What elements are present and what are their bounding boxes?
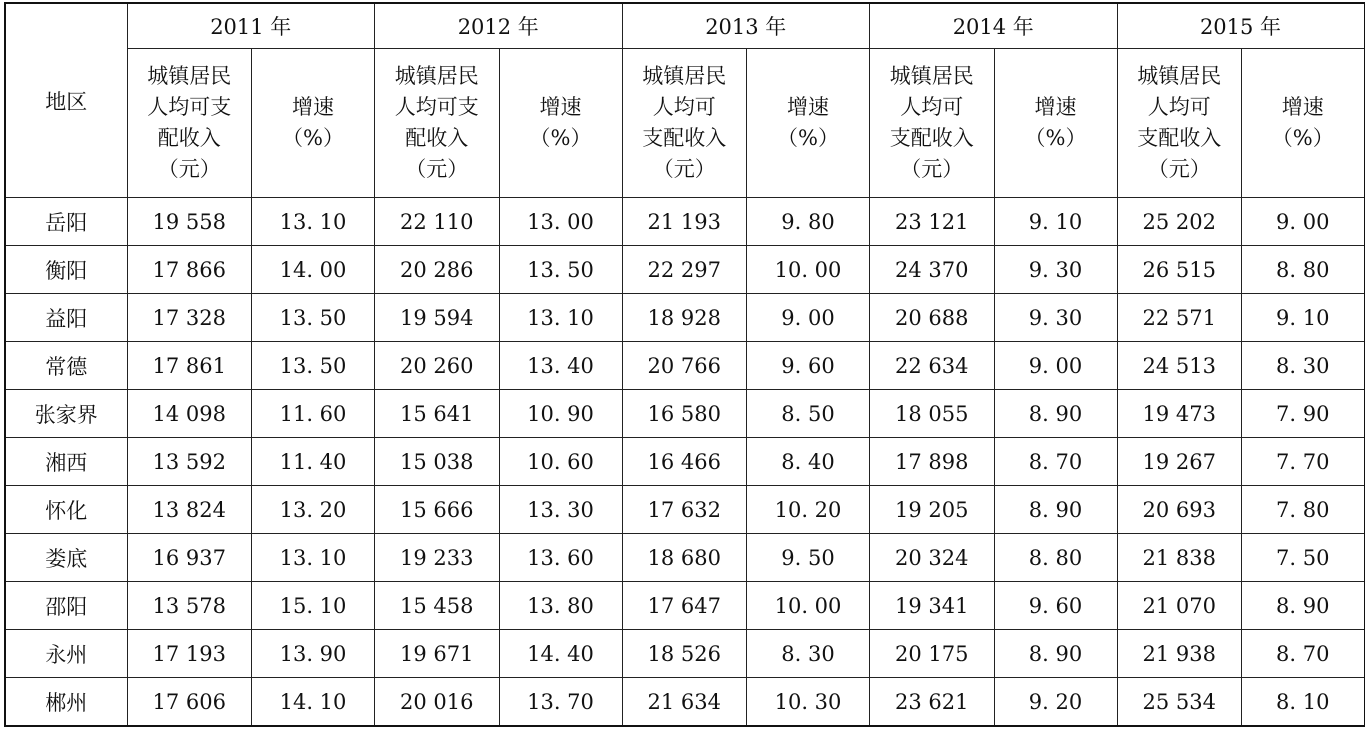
rate-cell: 13. 10 — [252, 534, 375, 582]
income-cell: 22 110 — [375, 198, 500, 246]
income-cell: 17 328 — [127, 294, 252, 342]
rate-cell: 9. 20 — [994, 678, 1117, 727]
rate-cell: 13. 90 — [252, 630, 375, 678]
income-header-line: （元） — [652, 157, 716, 181]
rate-cell: 8. 90 — [994, 630, 1117, 678]
region-cell: 益阳 — [5, 294, 127, 342]
rate-cell: 8. 90 — [994, 390, 1117, 438]
income-header-line: 配收入 — [157, 126, 221, 150]
rate-cell: 13. 10 — [499, 294, 622, 342]
rate-cell: 13. 00 — [499, 198, 622, 246]
income-cell: 20 766 — [622, 342, 747, 390]
rate-cell: 14. 40 — [499, 630, 622, 678]
income-cell: 20 016 — [375, 678, 500, 727]
table-row — [5, 246, 1365, 294]
income-header-line: （元） — [900, 157, 964, 181]
income-cell: 21 193 — [622, 198, 747, 246]
income-cell: 17 861 — [127, 342, 252, 390]
income-cell: 17 866 — [127, 246, 252, 294]
region-cell: 衡阳 — [5, 246, 127, 294]
income-header-line: 人均可 — [1147, 95, 1211, 119]
income-cell: 18 928 — [622, 294, 747, 342]
region-cell: 湘西 — [5, 438, 127, 486]
year-header: 2012 年 — [375, 3, 623, 49]
table-row — [5, 390, 1365, 438]
rate-cell: 7. 90 — [1242, 390, 1365, 438]
income-cell: 19 205 — [870, 486, 995, 534]
income-header-line: 人均可 — [900, 95, 964, 119]
income-cell: 13 592 — [127, 438, 252, 486]
income-header-line: 城镇居民 — [889, 64, 974, 88]
rate-cell: 9. 60 — [994, 582, 1117, 630]
region-cell: 怀化 — [5, 486, 127, 534]
income-cell: 20 688 — [870, 294, 995, 342]
income-cell: 15 038 — [375, 438, 500, 486]
rate-header-line: （%） — [282, 126, 344, 150]
rate-cell: 8. 90 — [994, 486, 1117, 534]
rate-cell: 14. 10 — [252, 678, 375, 727]
rate-cell: 7. 70 — [1242, 438, 1365, 486]
rate-header-line: 增速 — [292, 95, 334, 119]
table-row — [5, 294, 1365, 342]
rate-cell: 10. 00 — [747, 582, 870, 630]
rate-cell: 10. 60 — [499, 438, 622, 486]
rate-header-line: （%） — [777, 126, 839, 150]
rate-cell: 13. 60 — [499, 534, 622, 582]
rate-cell: 9. 10 — [1242, 294, 1365, 342]
year-header-row — [5, 3, 1365, 49]
income-cell: 20 693 — [1117, 486, 1242, 534]
income-header-line: 支配收入 — [889, 126, 974, 150]
region-cell: 娄底 — [5, 534, 127, 582]
table-row — [5, 678, 1365, 727]
rate-header-line: 增速 — [1034, 95, 1077, 119]
rate-header — [994, 49, 1117, 198]
rate-cell: 13. 10 — [252, 198, 375, 246]
rate-cell: 8. 80 — [994, 534, 1117, 582]
income-header-line: 支配收入 — [1137, 126, 1222, 150]
income-cell: 25 534 — [1117, 678, 1242, 727]
rate-header-line: （%） — [529, 126, 592, 150]
table-row — [5, 342, 1365, 390]
rate-cell: 13. 40 — [499, 342, 622, 390]
rate-header-line: 增速 — [787, 95, 829, 119]
year-header: 2011 年 — [127, 3, 375, 49]
income-cell: 19 558 — [127, 198, 252, 246]
income-cell: 15 458 — [375, 582, 500, 630]
rate-cell: 8. 90 — [1242, 582, 1365, 630]
rate-cell: 9. 50 — [747, 534, 870, 582]
rate-cell: 8. 50 — [747, 390, 870, 438]
rate-cell: 13. 80 — [499, 582, 622, 630]
rate-header — [252, 49, 375, 198]
rate-cell: 9. 00 — [994, 342, 1117, 390]
rate-header-line: 增速 — [1281, 95, 1324, 119]
rate-cell: 8. 70 — [1242, 630, 1365, 678]
rate-cell: 13. 50 — [252, 294, 375, 342]
rate-cell: 11. 60 — [252, 390, 375, 438]
rate-header-line: 增速 — [539, 95, 582, 119]
rate-header-line: （%） — [1271, 126, 1334, 150]
income-cell: 19 594 — [375, 294, 500, 342]
income-header-line: 城镇居民 — [147, 64, 232, 88]
income-cell: 19 671 — [375, 630, 500, 678]
income-cell: 20 324 — [870, 534, 995, 582]
income-header — [375, 49, 500, 198]
income-header-line: （元） — [157, 157, 221, 181]
income-header-line: 城镇居民 — [394, 64, 479, 88]
income-header-line: 城镇居民 — [642, 64, 727, 88]
income-header-line: 人均可支 — [394, 95, 479, 119]
rate-cell: 7. 80 — [1242, 486, 1365, 534]
rate-cell: 13. 70 — [499, 678, 622, 727]
income-cell: 22 571 — [1117, 294, 1242, 342]
region-cell: 张家界 — [5, 390, 127, 438]
region-cell: 岳阳 — [5, 198, 127, 246]
rate-cell: 10. 20 — [747, 486, 870, 534]
rate-cell: 15. 10 — [252, 582, 375, 630]
income-cell: 15 666 — [375, 486, 500, 534]
rate-cell: 13. 50 — [252, 342, 375, 390]
income-cell: 20 260 — [375, 342, 500, 390]
income-cell: 14 098 — [127, 390, 252, 438]
rate-cell: 9. 00 — [747, 294, 870, 342]
income-header-line: 人均可支 — [147, 95, 232, 119]
income-cell: 23 621 — [870, 678, 995, 727]
income-cell: 20 175 — [870, 630, 995, 678]
income-cell: 21 634 — [622, 678, 747, 727]
region-cell: 邵阳 — [5, 582, 127, 630]
income-header-line: 支配收入 — [642, 126, 727, 150]
rate-cell: 9. 30 — [994, 294, 1117, 342]
table-row — [5, 582, 1365, 630]
rate-cell: 13. 50 — [499, 246, 622, 294]
rate-cell: 13. 30 — [499, 486, 622, 534]
rate-cell: 8. 30 — [1242, 342, 1365, 390]
income-header-line: （元） — [405, 157, 469, 181]
year-header: 2015 年 — [1117, 3, 1365, 49]
table-container — [4, 2, 1365, 727]
year-header: 2013 年 — [622, 3, 870, 49]
income-header-line: 配收入 — [405, 126, 469, 150]
income-cell: 18 526 — [622, 630, 747, 678]
rate-cell: 10. 90 — [499, 390, 622, 438]
rate-cell: 9. 00 — [1242, 198, 1365, 246]
income-cell: 19 341 — [870, 582, 995, 630]
income-cell: 21 938 — [1117, 630, 1242, 678]
rate-cell: 14. 00 — [252, 246, 375, 294]
income-cell: 21 070 — [1117, 582, 1242, 630]
table-row — [5, 534, 1365, 582]
income-header-line: （元） — [1147, 157, 1211, 181]
rate-header — [499, 49, 622, 198]
income-cell: 19 233 — [375, 534, 500, 582]
rate-cell: 7. 50 — [1242, 534, 1365, 582]
rate-cell: 9. 60 — [747, 342, 870, 390]
table-row — [5, 486, 1365, 534]
region-cell: 郴州 — [5, 678, 127, 727]
income-cell: 16 466 — [622, 438, 747, 486]
rate-cell: 8. 30 — [747, 630, 870, 678]
income-cell: 20 286 — [375, 246, 500, 294]
rate-cell: 13. 20 — [252, 486, 375, 534]
income-cell: 13 824 — [127, 486, 252, 534]
table-row — [5, 198, 1365, 246]
income-cell: 21 838 — [1117, 534, 1242, 582]
rate-cell: 9. 10 — [994, 198, 1117, 246]
rate-cell: 8. 40 — [747, 438, 870, 486]
rate-cell: 8. 10 — [1242, 678, 1365, 727]
income-cell: 17 632 — [622, 486, 747, 534]
rate-header-line: （%） — [1024, 126, 1087, 150]
rate-cell: 10. 30 — [747, 678, 870, 727]
income-table — [4, 2, 1365, 727]
income-cell: 13 578 — [127, 582, 252, 630]
income-header — [622, 49, 747, 198]
income-cell: 23 121 — [870, 198, 995, 246]
income-cell: 17 647 — [622, 582, 747, 630]
income-cell: 22 634 — [870, 342, 995, 390]
table-row — [5, 438, 1365, 486]
income-cell: 26 515 — [1117, 246, 1242, 294]
income-cell: 16 580 — [622, 390, 747, 438]
income-cell: 24 513 — [1117, 342, 1242, 390]
income-cell: 17 606 — [127, 678, 252, 727]
income-cell: 17 898 — [870, 438, 995, 486]
income-cell: 18 680 — [622, 534, 747, 582]
rate-header — [1242, 49, 1365, 198]
rate-cell: 9. 80 — [747, 198, 870, 246]
income-cell: 19 267 — [1117, 438, 1242, 486]
table-body — [5, 198, 1365, 727]
income-cell: 16 937 — [127, 534, 252, 582]
income-header — [870, 49, 995, 198]
rate-cell: 8. 80 — [1242, 246, 1365, 294]
income-cell: 18 055 — [870, 390, 995, 438]
region-cell: 常德 — [5, 342, 127, 390]
year-header: 2014 年 — [870, 3, 1118, 49]
income-cell: 15 641 — [375, 390, 500, 438]
income-cell: 17 193 — [127, 630, 252, 678]
rate-cell: 8. 70 — [994, 438, 1117, 486]
income-cell: 25 202 — [1117, 198, 1242, 246]
rate-header — [747, 49, 870, 198]
table-row — [5, 630, 1365, 678]
rate-cell: 11. 40 — [252, 438, 375, 486]
income-header — [1117, 49, 1242, 198]
income-cell: 19 473 — [1117, 390, 1242, 438]
income-cell: 22 297 — [622, 246, 747, 294]
region-cell: 永州 — [5, 630, 127, 678]
income-header — [127, 49, 252, 198]
income-header-line: 人均可 — [652, 95, 716, 119]
sub-header-row — [5, 49, 1365, 198]
income-cell: 24 370 — [870, 246, 995, 294]
rate-cell: 9. 30 — [994, 246, 1117, 294]
rate-cell: 10. 00 — [747, 246, 870, 294]
income-header-line: 城镇居民 — [1137, 64, 1222, 88]
region-header: 地区 — [5, 3, 127, 198]
